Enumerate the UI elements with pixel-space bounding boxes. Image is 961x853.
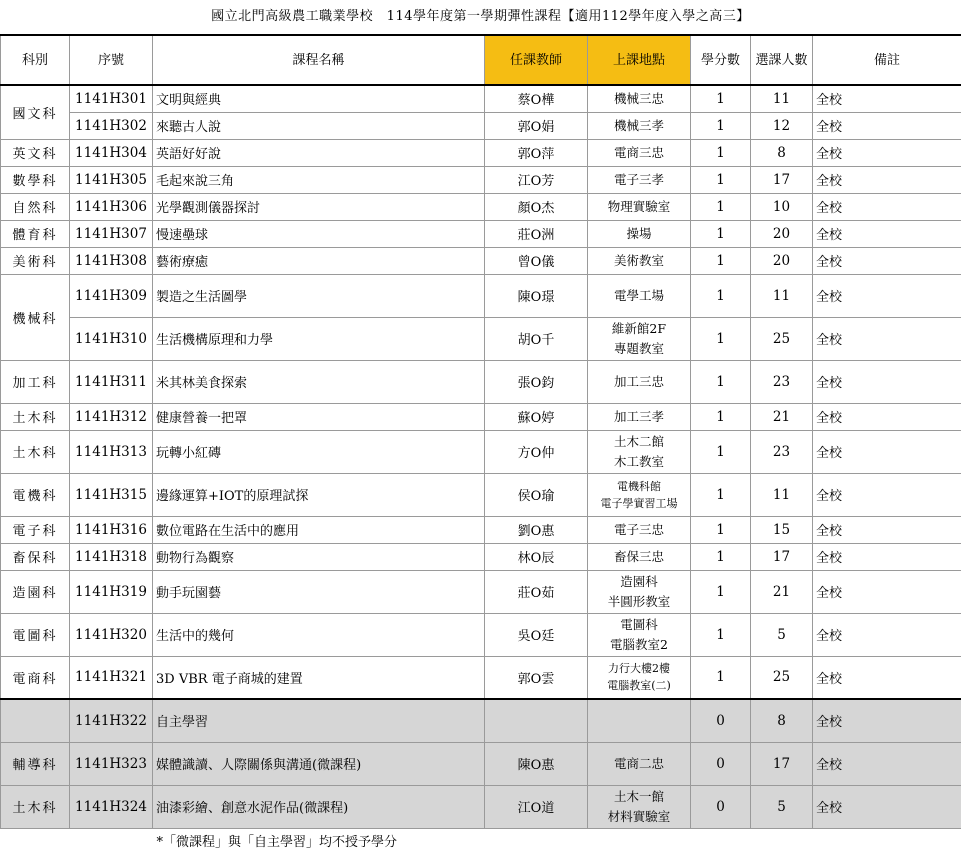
- teacher-cell: 郭O萍: [485, 139, 588, 166]
- col-header-dept: 科別: [1, 35, 70, 85]
- credits-cell: 0: [691, 699, 751, 742]
- location-cell: [588, 193, 691, 220]
- remark-cell: 全校: [813, 516, 961, 543]
- location-cell: [588, 166, 691, 193]
- enrolled-cell: 20: [751, 247, 813, 274]
- enrolled-cell: 21: [751, 570, 813, 613]
- course-name-cell: 製造之生活圖學: [153, 274, 485, 317]
- dept-cell: 輔導科: [1, 742, 70, 785]
- remark-cell: 全校: [813, 742, 961, 785]
- location-cell: [588, 570, 691, 613]
- location-line: 電機科館: [591, 478, 687, 495]
- course-code-cell: 1141H305: [70, 166, 153, 193]
- table-row: [1, 193, 961, 220]
- teacher-cell: 蔡O樺: [485, 85, 588, 112]
- credits-cell: 1: [691, 516, 751, 543]
- col-header-credits: 學分數: [691, 35, 751, 85]
- teacher-cell: 蘇O婷: [485, 403, 588, 430]
- teacher-cell: 張O鈞: [485, 360, 588, 403]
- location-line: 造園科: [591, 572, 687, 592]
- remark-cell: 全校: [813, 613, 961, 656]
- location-line: 土木二館: [591, 432, 687, 452]
- dept-cell: 土木科: [1, 785, 70, 828]
- course-name-cell: 油漆彩繪、創意水泥作品(微課程): [153, 785, 485, 828]
- teacher-cell: 林O辰: [485, 543, 588, 570]
- location-line: 電子學實習工場: [591, 495, 687, 512]
- course-code-cell: 1141H318: [70, 543, 153, 570]
- remark-cell: 全校: [813, 247, 961, 274]
- location-line: 機械三忠: [591, 89, 687, 109]
- credits-cell: 1: [691, 112, 751, 139]
- location-line: 木工教室: [591, 452, 687, 472]
- footnote-row: [1, 828, 961, 853]
- course-name-cell: 英語好好說: [153, 139, 485, 166]
- remark-cell: 全校: [813, 656, 961, 699]
- enrolled-cell: 8: [751, 139, 813, 166]
- course-name-cell: 邊緣運算+IOT的原理試探: [153, 473, 485, 516]
- course-name-cell: 生活中的幾何: [153, 613, 485, 656]
- table-row: [1, 742, 961, 785]
- location-cell: [588, 360, 691, 403]
- course-code-cell: 1141H316: [70, 516, 153, 543]
- table-row: [1, 516, 961, 543]
- course-name-cell: 數位電路在生活中的應用: [153, 516, 485, 543]
- dept-cell: 數學科: [1, 166, 70, 193]
- footnote: *「微課程」與「自主學習」均不授予學分: [153, 828, 961, 853]
- enrolled-cell: 5: [751, 613, 813, 656]
- dept-cell: 體育科: [1, 220, 70, 247]
- course-code-cell: 1141H301: [70, 85, 153, 112]
- remark-cell: 全校: [813, 274, 961, 317]
- location-line: 電腦教室(二): [591, 677, 687, 694]
- course-name-cell: 光學觀測儀器探討: [153, 193, 485, 220]
- dept-cell: 機械科: [1, 274, 70, 360]
- location-cell: [588, 613, 691, 656]
- remark-cell: 全校: [813, 112, 961, 139]
- teacher-cell: 方O仲: [485, 430, 588, 473]
- remark-cell: 全校: [813, 430, 961, 473]
- enrolled-cell: 8: [751, 699, 813, 742]
- course-code-cell: 1141H302: [70, 112, 153, 139]
- course-name-cell: 媒體識讀、人際關係與溝通(微課程): [153, 742, 485, 785]
- course-code-cell: 1141H315: [70, 473, 153, 516]
- course-code-cell: 1141H304: [70, 139, 153, 166]
- location-line: 半圓形教室: [591, 592, 687, 612]
- course-code-cell: 1141H323: [70, 742, 153, 785]
- remark-cell: 全校: [813, 317, 961, 360]
- footnote-spacer: [1, 828, 153, 853]
- credits-cell: 1: [691, 613, 751, 656]
- course-code-cell: 1141H322: [70, 699, 153, 742]
- course-name-cell: 玩轉小紅磚: [153, 430, 485, 473]
- table-row: [1, 543, 961, 570]
- location-cell: [588, 699, 691, 742]
- col-header-remark: 備註: [813, 35, 961, 85]
- table-row: [1, 656, 961, 699]
- dept-cell: 電圖科: [1, 613, 70, 656]
- course-name-cell: 健康營養一把罩: [153, 403, 485, 430]
- location-cell: [588, 85, 691, 112]
- course-code-cell: 1141H320: [70, 613, 153, 656]
- table-row: [1, 139, 961, 166]
- teacher-cell: 侯O瑜: [485, 473, 588, 516]
- table-row: [1, 85, 961, 112]
- location-line: 電圖科: [591, 615, 687, 635]
- remark-cell: 全校: [813, 699, 961, 742]
- table-row: [1, 274, 961, 317]
- location-line: 專題教室: [591, 339, 687, 359]
- table-row: [1, 430, 961, 473]
- enrolled-cell: 11: [751, 473, 813, 516]
- credits-cell: 1: [691, 570, 751, 613]
- location-cell: [588, 473, 691, 516]
- location-line: 操場: [591, 224, 687, 244]
- location-cell: [588, 516, 691, 543]
- location-line: 維新館2F: [591, 319, 687, 339]
- teacher-cell: 莊O茹: [485, 570, 588, 613]
- dept-cell: 加工科: [1, 360, 70, 403]
- teacher-cell: 吳O廷: [485, 613, 588, 656]
- enrolled-cell: 23: [751, 360, 813, 403]
- remark-cell: 全校: [813, 220, 961, 247]
- teacher-cell: 莊O洲: [485, 220, 588, 247]
- teacher-cell: 郭O雲: [485, 656, 588, 699]
- location-cell: [588, 220, 691, 247]
- dept-cell: 電子科: [1, 516, 70, 543]
- table-row: [1, 473, 961, 516]
- enrolled-cell: 23: [751, 430, 813, 473]
- dept-cell: 電機科: [1, 473, 70, 516]
- location-line: 電商二忠: [591, 754, 687, 774]
- enrolled-cell: 20: [751, 220, 813, 247]
- course-code-cell: 1141H309: [70, 274, 153, 317]
- course-code-cell: 1141H324: [70, 785, 153, 828]
- location-line: 材料實驗室: [591, 807, 687, 827]
- dept-cell: 造園科: [1, 570, 70, 613]
- credits-cell: 1: [691, 543, 751, 570]
- table-row: [1, 166, 961, 193]
- credits-cell: 1: [691, 166, 751, 193]
- enrolled-cell: 17: [751, 166, 813, 193]
- course-name-cell: 自主學習: [153, 699, 485, 742]
- remark-cell: 全校: [813, 166, 961, 193]
- teacher-cell: 陳O璟: [485, 274, 588, 317]
- credits-cell: 1: [691, 85, 751, 112]
- course-name-cell: 生活機構原理和力學: [153, 317, 485, 360]
- dept-cell: 美術科: [1, 247, 70, 274]
- location-cell: [588, 112, 691, 139]
- remark-cell: 全校: [813, 360, 961, 403]
- table-row: [1, 220, 961, 247]
- enrolled-cell: 25: [751, 317, 813, 360]
- course-name-cell: 毛起來說三角: [153, 166, 485, 193]
- course-name-cell: 動手玩園藝: [153, 570, 485, 613]
- col-header-teacher: 任課教師: [485, 35, 588, 85]
- teacher-cell: 曾O儀: [485, 247, 588, 274]
- location-line: 土木一館: [591, 787, 687, 807]
- credits-cell: 0: [691, 742, 751, 785]
- remark-cell: 全校: [813, 473, 961, 516]
- teacher-cell: 劉O惠: [485, 516, 588, 543]
- teacher-cell: 江O芳: [485, 166, 588, 193]
- credits-cell: 1: [691, 430, 751, 473]
- table-header-row: [1, 35, 961, 85]
- course-name-cell: 藝術療癒: [153, 247, 485, 274]
- location-line: 美術教室: [591, 251, 687, 271]
- remark-cell: 全校: [813, 193, 961, 220]
- course-code-cell: 1141H313: [70, 430, 153, 473]
- location-line: 電商三忠: [591, 143, 687, 163]
- course-code-cell: 1141H311: [70, 360, 153, 403]
- credits-cell: 1: [691, 403, 751, 430]
- credits-cell: 0: [691, 785, 751, 828]
- location-line: 加工三忠: [591, 372, 687, 392]
- remark-cell: 全校: [813, 543, 961, 570]
- location-cell: [588, 274, 691, 317]
- course-code-cell: 1141H306: [70, 193, 153, 220]
- location-cell: [588, 247, 691, 274]
- col-header-location: 上課地點: [588, 35, 691, 85]
- location-cell: [588, 543, 691, 570]
- teacher-cell: 陳O惠: [485, 742, 588, 785]
- location-line: 電子三忠: [591, 520, 687, 540]
- remark-cell: 全校: [813, 403, 961, 430]
- enrolled-cell: 11: [751, 85, 813, 112]
- location-line: 畜保三忠: [591, 547, 687, 567]
- credits-cell: 1: [691, 274, 751, 317]
- table-row: [1, 570, 961, 613]
- teacher-cell: [485, 699, 588, 742]
- dept-cell: [1, 699, 70, 742]
- location-cell: [588, 317, 691, 360]
- credits-cell: 1: [691, 656, 751, 699]
- table-row: [1, 613, 961, 656]
- credits-cell: 1: [691, 247, 751, 274]
- location-cell: [588, 785, 691, 828]
- credits-cell: 1: [691, 473, 751, 516]
- enrolled-cell: 21: [751, 403, 813, 430]
- location-cell: [588, 656, 691, 699]
- location-line: 物理實驗室: [591, 197, 687, 217]
- table-row: [1, 360, 961, 403]
- course-name-cell: 動物行為觀察: [153, 543, 485, 570]
- credits-cell: 1: [691, 317, 751, 360]
- location-line: 電腦教室2: [591, 635, 687, 655]
- teacher-cell: 胡O千: [485, 317, 588, 360]
- course-code-cell: 1141H310: [70, 317, 153, 360]
- location-line: 力行大樓2樓: [591, 660, 687, 677]
- dept-cell: 英文科: [1, 139, 70, 166]
- course-name-cell: 慢速壘球: [153, 220, 485, 247]
- enrolled-cell: 12: [751, 112, 813, 139]
- course-code-cell: 1141H312: [70, 403, 153, 430]
- location-cell: [588, 403, 691, 430]
- credits-cell: 1: [691, 220, 751, 247]
- credits-cell: 1: [691, 360, 751, 403]
- teacher-cell: 江O道: [485, 785, 588, 828]
- location-cell: [588, 742, 691, 785]
- course-code-cell: 1141H321: [70, 656, 153, 699]
- dept-cell: 畜保科: [1, 543, 70, 570]
- col-header-name: 課程名稱: [153, 35, 485, 85]
- remark-cell: 全校: [813, 785, 961, 828]
- location-line: 機械三孝: [591, 116, 687, 136]
- location-line: 加工三孝: [591, 407, 687, 427]
- table-row: [1, 699, 961, 742]
- table-row: [1, 112, 961, 139]
- remark-cell: 全校: [813, 139, 961, 166]
- location-line: 電子三孝: [591, 170, 687, 190]
- dept-cell: 電商科: [1, 656, 70, 699]
- enrolled-cell: 10: [751, 193, 813, 220]
- enrolled-cell: 11: [751, 274, 813, 317]
- credits-cell: 1: [691, 193, 751, 220]
- table-row: [1, 785, 961, 828]
- page-title: 國立北門高級農工職業學校 114學年度第一學期彈性課程【適用112學年度入學之高三】: [0, 0, 961, 34]
- dept-cell: 國文科: [1, 85, 70, 139]
- course-code-cell: 1141H319: [70, 570, 153, 613]
- course-code-cell: 1141H307: [70, 220, 153, 247]
- teacher-cell: 郭O娟: [485, 112, 588, 139]
- dept-cell: 自然科: [1, 193, 70, 220]
- teacher-cell: 顏O杰: [485, 193, 588, 220]
- col-header-code: 序號: [70, 35, 153, 85]
- col-header-enrolled: 選課人數: [751, 35, 813, 85]
- course-name-cell: 米其林美食探索: [153, 360, 485, 403]
- enrolled-cell: 5: [751, 785, 813, 828]
- location-line: 電學工場: [591, 286, 687, 306]
- dept-cell: 土木科: [1, 403, 70, 430]
- table-row: [1, 317, 961, 360]
- table-row: [1, 247, 961, 274]
- course-name-cell: 文明與經典: [153, 85, 485, 112]
- table-row: [1, 403, 961, 430]
- credits-cell: 1: [691, 139, 751, 166]
- location-cell: [588, 139, 691, 166]
- enrolled-cell: 15: [751, 516, 813, 543]
- location-cell: [588, 430, 691, 473]
- remark-cell: 全校: [813, 85, 961, 112]
- course-table: [0, 34, 961, 853]
- enrolled-cell: 17: [751, 543, 813, 570]
- enrolled-cell: 25: [751, 656, 813, 699]
- dept-cell: 土木科: [1, 430, 70, 473]
- course-name-cell: 3D VBR 電子商城的建置: [153, 656, 485, 699]
- course-code-cell: 1141H308: [70, 247, 153, 274]
- enrolled-cell: 17: [751, 742, 813, 785]
- remark-cell: 全校: [813, 570, 961, 613]
- course-name-cell: 來聽古人說: [153, 112, 485, 139]
